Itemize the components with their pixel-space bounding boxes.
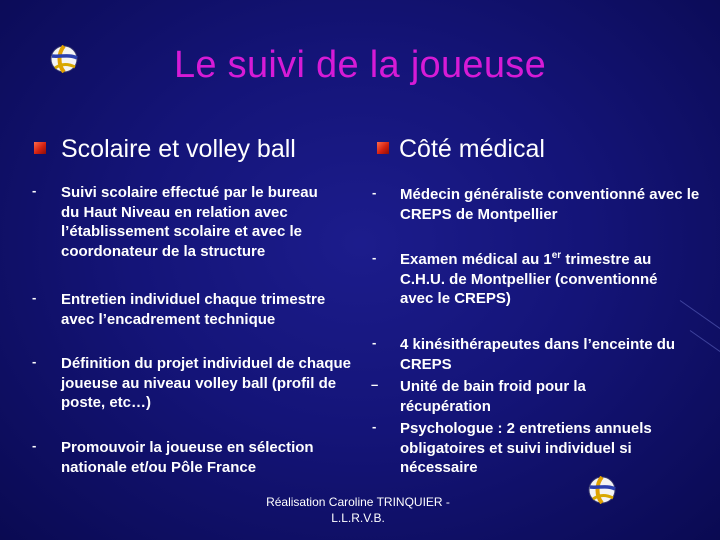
list-item: Médecin généraliste conventionné avec le CREPS de Montpellier xyxy=(400,186,700,223)
page-title: Le suivi de la joueuse xyxy=(173,44,547,86)
list-item: Unité de bain froid pour la récupération xyxy=(400,378,586,415)
list-bullet: - xyxy=(32,354,37,369)
list-bullet: – xyxy=(371,377,379,392)
list-bullet: - xyxy=(372,250,377,265)
list-item: Suivi scolaire effectué par le bureau du Haut Niveau en relation avec l’établissement scolaire et avec le coordonateur de la structure xyxy=(61,184,318,260)
list-bullet: - xyxy=(372,335,377,350)
list-bullet: - xyxy=(32,290,37,305)
decorative-line xyxy=(690,330,720,359)
list-item: Psychologue : 2 entretiens annuels obligatoires et suivi individuel si nécessaire xyxy=(400,420,652,476)
volleyball-icon xyxy=(588,476,616,504)
list-bullet: - xyxy=(32,183,37,198)
footer-line: L.L.R.V.B. xyxy=(331,511,385,525)
footer-credit xyxy=(248,494,468,526)
footer-line: Réalisation Caroline TRINQUIER - xyxy=(266,495,450,509)
right-column-heading: Côté médical xyxy=(399,135,545,163)
list-item: Définition du projet individuel de chaque joueuse au niveau volley ball (profil de poste, etc…) xyxy=(61,355,352,411)
list-bullet: - xyxy=(32,438,37,453)
list-item: Examen médical au 1er trimestre au C.H.U. de Montpellier (conventionné avec le CREPS) xyxy=(400,250,658,307)
list-item: Promouvoir la joueuse en sélection nationale et/ou Pôle France xyxy=(61,439,314,476)
list-item: Entretien individuel chaque trimestre avec l’encadrement technique xyxy=(61,291,326,328)
square-bullet-icon xyxy=(34,142,46,154)
list-item: 4 kinésithérapeutes dans l’enceinte du CREPS xyxy=(400,336,676,373)
list-bullet: - xyxy=(372,185,377,200)
left-column-heading: Scolaire et volley ball xyxy=(61,135,296,163)
square-bullet-icon xyxy=(377,142,389,154)
list-bullet: - xyxy=(372,419,377,434)
